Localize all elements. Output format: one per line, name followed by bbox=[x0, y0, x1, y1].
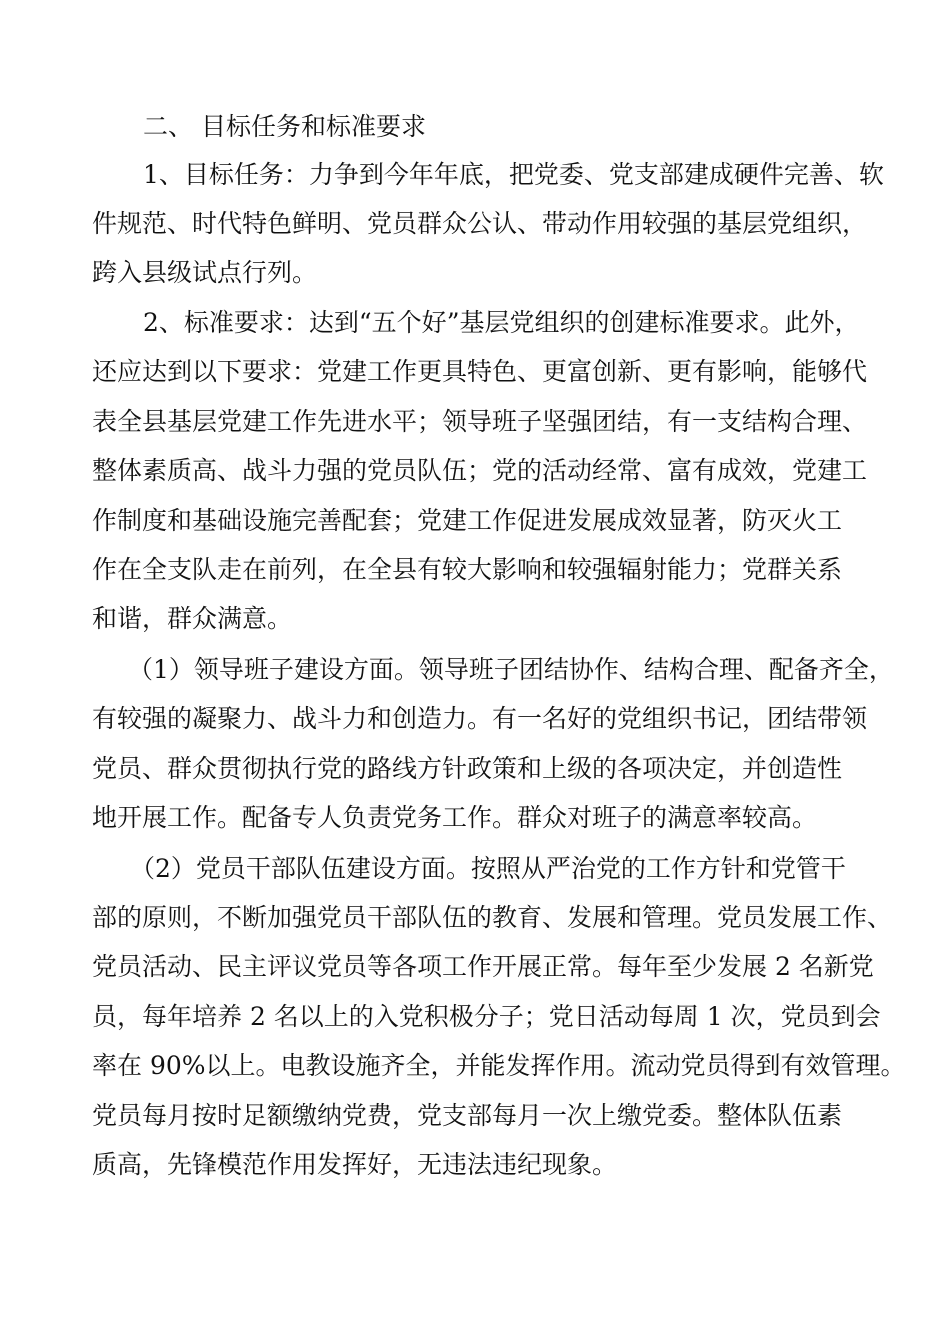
paragraph-line: 作在全支队走在前列，在全县有较大影响和较强辐射能力；党群关系 bbox=[92, 555, 843, 584]
paragraph-line: 整体素质高、战斗力强的党员队伍；党的活动经常、富有成效，党建工 bbox=[92, 456, 868, 485]
paragraph-line: 跨入县级试点行列。 bbox=[92, 258, 318, 287]
paragraph-line: 质高，先锋模范作用发挥好，无违法违纪现象。 bbox=[92, 1150, 618, 1179]
paragraph-line: 1、目标任务：力争到今年年底，把党委、党支部建成硬件完善、软 bbox=[143, 160, 884, 189]
paragraph-line: 率在 90%以上。电教设施齐全，并能发挥作用。流动党员得到有效管理。 bbox=[92, 1051, 906, 1080]
paragraph-line: 件规范、时代特色鲜明、党员群众公认、带动作用较强的基层党组织， bbox=[92, 209, 868, 238]
paragraph-line: 有较强的凝聚力、战斗力和创造力。有一名好的党组织书记，团结带领 bbox=[92, 704, 868, 733]
paragraph-line: 2、标准要求：达到“五个好”基层党组织的创建标准要求。此外， bbox=[143, 308, 860, 337]
paragraph-line: 和谐，群众满意。 bbox=[92, 604, 293, 633]
paragraph-line: 党员每月按时足额缴纳党费，党支部每月一次上缴党委。整体队伍素 bbox=[92, 1101, 843, 1130]
paragraph-line: 作制度和基础设施完善配套；党建工作促进发展成效显著，防灭火工 bbox=[92, 506, 843, 535]
paragraph-line: 表全县基层党建工作先进水平；领导班子坚强团结，有一支结构合理、 bbox=[92, 407, 868, 436]
paragraph-line: 部的原则，不断加强党员干部队伍的教育、发展和管理。党员发展工作、 bbox=[92, 903, 893, 932]
paragraph-line: 地开展工作。配备专人负责党务工作。群众对班子的满意率较高。 bbox=[92, 803, 818, 832]
paragraph-line: （1）领导班子建设方面。领导班子团结协作、结构合理、配备齐全， bbox=[128, 655, 894, 684]
paragraph-line: 党员活动、民主评议党员等各项工作开展正常。每年至少发展 2 名新党 bbox=[92, 952, 874, 981]
paragraph-line: 员，每年培养 2 名以上的入党积极分子；党日活动每周 1 次，党员到会 bbox=[92, 1002, 881, 1031]
section-heading: 二、 目标任务和标准要求 bbox=[143, 112, 426, 141]
paragraph-line: （2）党员干部队伍建设方面。按照从严治党的工作方针和党管干 bbox=[130, 854, 846, 883]
paragraph-line: 党员、群众贯彻执行党的路线方针政策和上级的各项决定，并创造性 bbox=[92, 754, 843, 783]
paragraph-line: 还应达到以下要求：党建工作更具特色、更富创新、更有影响，能够代 bbox=[92, 357, 868, 386]
